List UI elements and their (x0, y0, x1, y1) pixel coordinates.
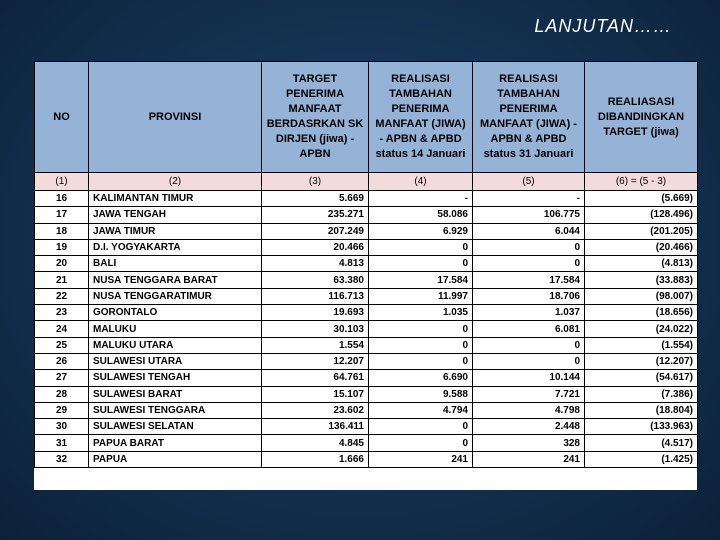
table-row (35, 435, 698, 451)
col-header-realisasi-31jan: REALISASI TAMBAHAN PENERIMA MANFAAT (JIWA) - APBN & APBD status 31 Januari (473, 62, 585, 173)
cell-no: 19 (35, 239, 89, 255)
cell-realisasi-14jan: 0 (369, 239, 473, 255)
table-row (35, 370, 698, 386)
cell-no: 20 (35, 256, 89, 272)
cell-provinsi: MALUKU (89, 321, 262, 337)
cell-no: 16 (35, 191, 89, 207)
cell-no: 17 (35, 207, 89, 223)
table-row (35, 337, 698, 353)
cell-provinsi: NUSA TENGGARA BARAT (89, 272, 262, 288)
cell-target: 12.207 (262, 353, 369, 369)
table-row (35, 386, 698, 402)
col-index: (1) (35, 173, 89, 191)
cell-provinsi: KALIMANTAN TIMUR (89, 191, 262, 207)
cell-provinsi: JAWA TIMUR (89, 223, 262, 239)
cell-realisasi-14jan: 11.997 (369, 288, 473, 304)
cell-realisasi-31jan: 106.775 (473, 207, 585, 223)
col-header-selisih: REALIASASI DIBANDINGKAN TARGET (jiwa) (585, 62, 698, 173)
cell-target: 15.107 (262, 386, 369, 402)
cell-no: 21 (35, 272, 89, 288)
table-row (35, 223, 698, 239)
cell-realisasi-31jan: 328 (473, 435, 585, 451)
cell-selisih: (4.517) (585, 435, 698, 451)
table-body (35, 191, 698, 468)
cell-selisih: (20.466) (585, 239, 698, 255)
cell-no: 26 (35, 353, 89, 369)
table-row (35, 402, 698, 418)
cell-selisih: (12.207) (585, 353, 698, 369)
col-index: (6) = (5 - 3) (585, 173, 698, 191)
cell-provinsi: JAWA TENGAH (89, 207, 262, 223)
cell-realisasi-14jan: 1.035 (369, 305, 473, 321)
cell-target: 23.602 (262, 402, 369, 418)
cell-realisasi-14jan: - (369, 191, 473, 207)
cell-realisasi-14jan: 0 (369, 419, 473, 435)
table-row (35, 353, 698, 369)
col-index: (5) (473, 173, 585, 191)
cell-target: 116.713 (262, 288, 369, 304)
cell-realisasi-31jan: 1.037 (473, 305, 585, 321)
cell-selisih: (133.963) (585, 419, 698, 435)
cell-realisasi-31jan: 10.144 (473, 370, 585, 386)
cell-target: 4.813 (262, 256, 369, 272)
cell-provinsi: NUSA TENGGARATIMUR (89, 288, 262, 304)
col-index: (4) (369, 173, 473, 191)
cell-provinsi: MALUKU UTARA (89, 337, 262, 353)
cell-realisasi-31jan: 6.081 (473, 321, 585, 337)
table-row (35, 256, 698, 272)
cell-selisih: (128.496) (585, 207, 698, 223)
table-row (35, 288, 698, 304)
cell-no: 30 (35, 419, 89, 435)
cell-no: 27 (35, 370, 89, 386)
cell-no: 32 (35, 451, 89, 467)
cell-realisasi-14jan: 0 (369, 256, 473, 272)
table-row (35, 191, 698, 207)
cell-no: 18 (35, 223, 89, 239)
cell-target: 207.249 (262, 223, 369, 239)
col-header-target: TARGET PENERIMA MANFAAT BERDASRKAN SK DIRJEN (jiwa) - APBN (262, 62, 369, 173)
table-row (35, 321, 698, 337)
cell-provinsi: BALI (89, 256, 262, 272)
cell-realisasi-14jan: 0 (369, 353, 473, 369)
cell-target: 5.669 (262, 191, 369, 207)
cell-provinsi: PAPUA (89, 451, 262, 467)
data-table (34, 61, 698, 468)
cell-provinsi: SULAWESI TENGAH (89, 370, 262, 386)
col-header-provinsi: PROVINSI (89, 62, 262, 173)
cell-no: 25 (35, 337, 89, 353)
cell-target: 20.466 (262, 239, 369, 255)
cell-provinsi: SULAWESI SELATAN (89, 419, 262, 435)
cell-selisih: (24.022) (585, 321, 698, 337)
cell-provinsi: SULAWESI BARAT (89, 386, 262, 402)
cell-realisasi-31jan: 0 (473, 239, 585, 255)
cell-no: 23 (35, 305, 89, 321)
table-row (35, 305, 698, 321)
cell-realisasi-14jan: 0 (369, 321, 473, 337)
table-header-row (35, 62, 698, 173)
table-row (35, 207, 698, 223)
cell-realisasi-31jan: - (473, 191, 585, 207)
cell-no: 24 (35, 321, 89, 337)
cell-selisih: (1.554) (585, 337, 698, 353)
table-row (35, 419, 698, 435)
cell-realisasi-31jan: 0 (473, 337, 585, 353)
col-header-no: NO (35, 62, 89, 173)
cell-realisasi-31jan: 7.721 (473, 386, 585, 402)
cell-realisasi-31jan: 0 (473, 256, 585, 272)
cell-provinsi: GORONTALO (89, 305, 262, 321)
cell-provinsi: SULAWESI UTARA (89, 353, 262, 369)
cell-selisih: (4.813) (585, 256, 698, 272)
cell-realisasi-14jan: 0 (369, 435, 473, 451)
cell-provinsi: PAPUA BARAT (89, 435, 262, 451)
col-index: (2) (89, 173, 262, 191)
table-index-row (35, 173, 698, 191)
cell-selisih: (7.386) (585, 386, 698, 402)
cell-realisasi-31jan: 2.448 (473, 419, 585, 435)
cell-realisasi-31jan: 241 (473, 451, 585, 467)
cell-selisih: (33.883) (585, 272, 698, 288)
cell-realisasi-14jan: 4.794 (369, 402, 473, 418)
cell-selisih: (201.205) (585, 223, 698, 239)
cell-selisih: (5.669) (585, 191, 698, 207)
cell-selisih: (98.007) (585, 288, 698, 304)
cell-realisasi-31jan: 6.044 (473, 223, 585, 239)
cell-realisasi-31jan: 17.584 (473, 272, 585, 288)
cell-no: 22 (35, 288, 89, 304)
cell-provinsi: SULAWESI TENGGARA (89, 402, 262, 418)
cell-no: 28 (35, 386, 89, 402)
cell-target: 136.411 (262, 419, 369, 435)
cell-realisasi-14jan: 0 (369, 337, 473, 353)
cell-provinsi: D.I. YOGYAKARTA (89, 239, 262, 255)
data-table-container (34, 61, 697, 490)
col-header-realisasi-14jan: REALISASI TAMBAHAN PENERIMA MANFAAT (JIWA) - APBN & APBD status 14 Januari (369, 62, 473, 173)
cell-selisih: (1.425) (585, 451, 698, 467)
cell-realisasi-14jan: 17.584 (369, 272, 473, 288)
cell-realisasi-14jan: 58.086 (369, 207, 473, 223)
table-row (35, 451, 698, 467)
cell-target: 63.380 (262, 272, 369, 288)
cell-target: 4.845 (262, 435, 369, 451)
table-row (35, 272, 698, 288)
cell-selisih: (54.617) (585, 370, 698, 386)
slide-title: LANJUTAN…… (534, 16, 672, 36)
cell-target: 235.271 (262, 207, 369, 223)
cell-target: 1.554 (262, 337, 369, 353)
cell-realisasi-31jan: 18.706 (473, 288, 585, 304)
cell-realisasi-31jan: 4.798 (473, 402, 585, 418)
cell-selisih: (18.656) (585, 305, 698, 321)
cell-target: 30.103 (262, 321, 369, 337)
cell-realisasi-14jan: 6.929 (369, 223, 473, 239)
cell-target: 19.693 (262, 305, 369, 321)
cell-no: 29 (35, 402, 89, 418)
cell-no: 31 (35, 435, 89, 451)
cell-selisih: (18.804) (585, 402, 698, 418)
cell-realisasi-14jan: 9.588 (369, 386, 473, 402)
table-row (35, 239, 698, 255)
col-index: (3) (262, 173, 369, 191)
cell-target: 1.666 (262, 451, 369, 467)
cell-target: 64.761 (262, 370, 369, 386)
cell-realisasi-14jan: 6.690 (369, 370, 473, 386)
cell-realisasi-14jan: 241 (369, 451, 473, 467)
cell-realisasi-31jan: 0 (473, 353, 585, 369)
